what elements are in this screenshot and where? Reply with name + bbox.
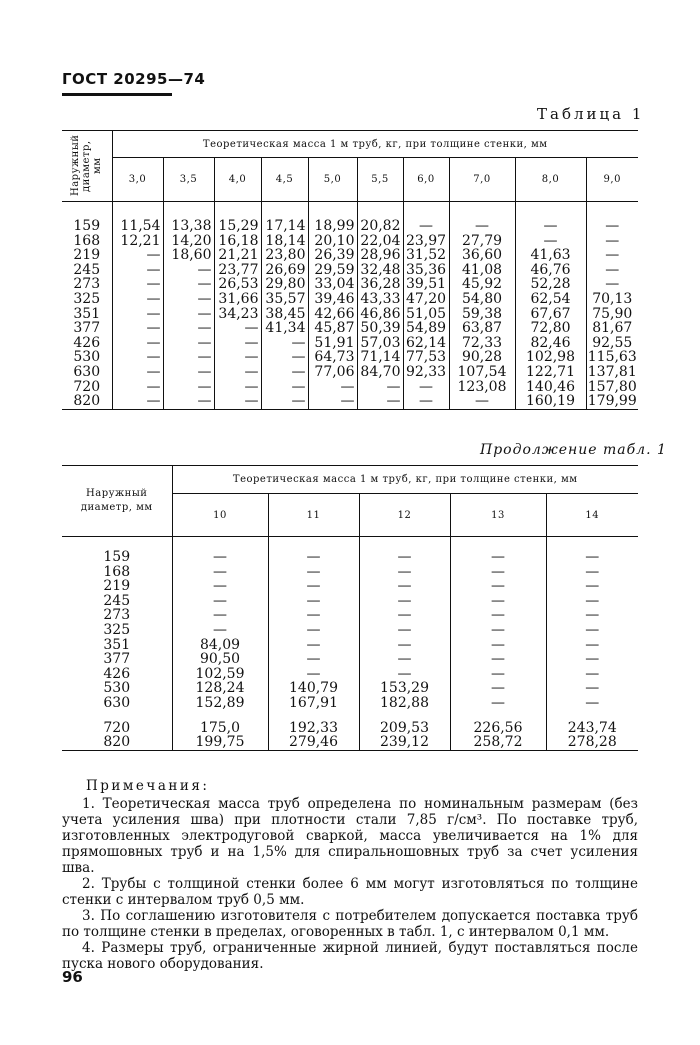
table-cell: 199,75	[195, 734, 245, 751]
t1-th-5: 5,5	[357, 158, 403, 202]
table-cell: 137,81	[587, 363, 637, 380]
table-cell: 77,06	[314, 363, 355, 380]
table-cell: 128,24	[195, 680, 245, 697]
table-cell: —	[419, 378, 433, 395]
table-cell: 530	[73, 349, 101, 366]
table-cell: 159	[73, 218, 101, 234]
table-cell: 23,97	[405, 232, 447, 249]
t1-th-2: 4,0	[214, 158, 261, 202]
table-cell: 39,51	[405, 276, 447, 293]
t2-col-3	[451, 550, 546, 750]
table-cell: —	[291, 334, 306, 351]
table-cell: 64,73	[314, 349, 355, 366]
table-cell: 51,91	[314, 334, 355, 351]
table-cell: —	[146, 290, 161, 307]
table-cell: —	[306, 665, 321, 682]
table-cell: 51,05	[405, 305, 447, 322]
table-cell: 41,63	[530, 247, 571, 264]
table-cell: —	[585, 592, 600, 609]
table-cell: 35,57	[265, 290, 306, 307]
table-cell: 168	[103, 563, 131, 580]
table-cell: 160,19	[526, 393, 575, 410]
table-cell: 77,53	[405, 349, 447, 366]
page-number: 96	[62, 968, 83, 986]
table-cell: —	[197, 378, 212, 395]
table-cell: 34,23	[218, 305, 259, 322]
t1-col-1	[164, 219, 214, 409]
table-cell: —	[491, 636, 505, 653]
table-cell: 219	[103, 578, 131, 595]
table-cell: 245	[73, 261, 101, 278]
t2-col-1	[269, 550, 359, 750]
table1	[62, 130, 638, 410]
t2-th-3: 13	[450, 494, 546, 537]
table-cell: 17,14	[265, 218, 306, 234]
table-cell: 36,60	[461, 247, 503, 264]
table1-thickness-row	[62, 158, 638, 202]
table-cell: 84,09	[199, 636, 241, 653]
table-cell: 46,76	[530, 261, 571, 278]
table-cell: —	[213, 549, 227, 565]
table-cell: 90,50	[199, 651, 241, 668]
table-cell: —	[306, 607, 321, 624]
table-cell: 351	[103, 636, 131, 653]
table-cell: —	[585, 621, 600, 638]
table-cell: 75,90	[592, 305, 633, 322]
table-cell: —	[306, 549, 321, 565]
table-cell: 16,18	[218, 232, 259, 249]
note-3: 3. По соглашению изготовителя с потребителем допускается поставка труб по толщине стенки в пределах, оговоренных в табл. 1, с интервалом 0,1 мм.	[62, 908, 638, 940]
table-cell: 325	[73, 290, 101, 307]
table-cell: —	[605, 218, 620, 234]
t1-th-1: 3,5	[163, 158, 214, 202]
table-cell: —	[306, 578, 321, 595]
table-cell: 179,99	[587, 393, 637, 410]
table-cell: —	[386, 393, 401, 410]
table-cell: —	[585, 563, 600, 580]
table-cell: —	[605, 261, 620, 278]
table-cell: 18,14	[265, 232, 306, 249]
table-cell: —	[491, 549, 505, 565]
note-1: 1. Теоретическая масса труб определена по номинальным размерам (без учета усиления шва) при плотности стали 7,85 г/см³. По поставке труб, изготовленных электродуговой сваркой, масса увеличивается на 1% для прямошовных труб и на 1,5% для спиральношовных труб за счет усиления шва.	[62, 796, 638, 876]
table-cell: —	[585, 578, 600, 595]
table-cell: 39,46	[314, 290, 355, 307]
table-cell: —	[491, 694, 505, 711]
table-cell: 35,36	[405, 261, 447, 278]
table-cell: 70,13	[592, 290, 633, 307]
table-cell: —	[244, 363, 259, 380]
table-cell: 54,89	[405, 320, 447, 337]
table-cell: —	[213, 592, 227, 609]
table-cell: —	[491, 680, 505, 697]
table-cell: —	[491, 621, 505, 638]
table-cell: —	[491, 651, 505, 668]
t1-th-6: 6,0	[403, 158, 449, 202]
table-cell: 41,08	[461, 261, 503, 278]
t1-th-7: 7,0	[449, 158, 515, 202]
table-cell: —	[419, 393, 433, 410]
table-cell: 219	[73, 247, 101, 264]
table-cell: 42,66	[314, 305, 355, 322]
table1-caption: Таблица 1	[537, 105, 645, 123]
table-cell: 21,21	[218, 247, 259, 264]
table-cell: 32,48	[360, 261, 401, 278]
table-cell: 71,14	[360, 349, 401, 366]
table-cell: —	[475, 393, 489, 410]
table-cell: —	[197, 393, 212, 410]
table-cell: 175,0	[199, 719, 241, 736]
table-cell: 43,33	[360, 290, 401, 307]
table-cell: 239,12	[380, 734, 429, 751]
table-cell: 62,54	[530, 290, 571, 307]
table-cell: —	[306, 563, 321, 580]
table-cell: 84,70	[360, 363, 401, 380]
table-cell: —	[543, 218, 558, 234]
table-cell: 36,28	[360, 276, 401, 293]
table-cell: —	[397, 665, 412, 682]
table-cell: 18,60	[171, 247, 212, 264]
t2-th-2: 12	[359, 494, 450, 537]
t2-col-0	[173, 550, 268, 750]
table-cell: 140,79	[289, 680, 338, 697]
table-cell: 92,33	[405, 363, 447, 380]
table-cell: 15,29	[218, 218, 259, 234]
t2-col-diameter	[62, 550, 172, 750]
t1-th-9: 9,0	[586, 158, 638, 202]
table-cell: —	[146, 320, 161, 337]
table-cell: 279,46	[289, 734, 338, 751]
table-cell: 152,89	[195, 694, 245, 711]
table-cell: 72,33	[461, 334, 503, 351]
table-cell: —	[291, 363, 306, 380]
t1-col-7	[450, 219, 515, 409]
table-cell: 72,80	[530, 320, 571, 337]
table-cell: —	[197, 363, 212, 380]
table-cell: 82,46	[530, 334, 571, 351]
table-cell: —	[491, 578, 505, 595]
table-cell: 123,08	[457, 378, 507, 395]
table-cell: 11,54	[120, 218, 161, 234]
table-cell: —	[306, 621, 321, 638]
table-cell: 50,39	[360, 320, 401, 337]
table-cell: —	[475, 218, 489, 234]
table-cell: 57,03	[360, 334, 401, 351]
table-cell: —	[585, 636, 600, 653]
table-cell: 92,55	[592, 334, 633, 351]
table-cell: 102,59	[195, 665, 245, 682]
table-cell: 107,54	[457, 363, 507, 380]
table-cell: 20,82	[360, 218, 401, 234]
table-cell: —	[197, 290, 212, 307]
table-cell: —	[213, 621, 227, 638]
table-cell: 23,77	[218, 261, 259, 278]
table-cell: —	[585, 694, 600, 711]
table-cell: —	[491, 607, 505, 624]
table-cell: 31,52	[405, 247, 447, 264]
table-cell: —	[491, 563, 505, 580]
table-cell: 630	[103, 694, 131, 711]
table-cell: 29,59	[314, 261, 355, 278]
table-cell: 720	[103, 719, 131, 736]
table-cell: —	[306, 636, 321, 653]
table-cell: —	[146, 378, 161, 395]
t2-th-4: 14	[546, 494, 638, 537]
table-cell: 820	[103, 734, 131, 751]
table-cell: —	[543, 232, 558, 249]
table-cell: —	[197, 320, 212, 337]
table-cell: 102,98	[526, 349, 575, 366]
t1-th-4: 5,0	[308, 158, 357, 202]
table-cell: —	[146, 247, 161, 264]
table-cell: 54,80	[461, 290, 503, 307]
table-cell: 209,53	[380, 719, 429, 736]
table-cell: —	[291, 393, 306, 410]
t1-col-6	[404, 219, 449, 409]
t1-col-3	[262, 219, 308, 409]
table-cell: 63,87	[461, 320, 503, 337]
table2-caption: Продолжение табл. 1	[480, 442, 667, 458]
table-cell: 67,67	[530, 305, 571, 322]
table-cell: 258,72	[473, 734, 523, 751]
t1-th-8: 8,0	[515, 158, 586, 202]
table-cell: 26,53	[218, 276, 259, 293]
table-cell: —	[197, 349, 212, 366]
table-cell: 28,96	[360, 247, 401, 264]
table-cell: —	[340, 378, 355, 395]
table-cell: —	[291, 349, 306, 366]
table-cell: —	[146, 276, 161, 293]
standard-header: ГОСТ 20295—74	[62, 70, 206, 88]
table-cell: —	[146, 334, 161, 351]
table-cell: 12,21	[120, 232, 161, 249]
t1-th-3: 4,5	[261, 158, 308, 202]
table-cell: —	[397, 636, 412, 653]
table-cell: —	[340, 393, 355, 410]
table-cell: —	[244, 378, 259, 395]
table-cell: 26,39	[314, 247, 355, 264]
table-cell: 720	[73, 378, 101, 395]
table-cell: 33,04	[314, 276, 355, 293]
t1-col-9	[587, 219, 639, 409]
notes-title: Примечания:	[86, 778, 210, 794]
table-cell: 377	[73, 320, 101, 337]
t1-col-2	[215, 219, 261, 409]
table-cell: —	[146, 363, 161, 380]
table-cell: 140,46	[526, 378, 575, 395]
table-cell: —	[585, 665, 600, 682]
table-cell: —	[244, 334, 259, 351]
table-cell: —	[306, 651, 321, 668]
table-cell: 26,69	[265, 261, 306, 278]
note-2: 2. Трубы с толщиной стенки более 6 мм могут изготовляться по толщине стенки с интервалом труб 0,5 мм.	[62, 876, 638, 908]
table-cell: 630	[73, 363, 101, 380]
t1-col-8	[516, 219, 586, 409]
table-cell: —	[397, 607, 412, 624]
table-cell: —	[491, 592, 505, 609]
table-cell: —	[605, 276, 620, 293]
notes	[62, 778, 638, 972]
table-cell: —	[397, 651, 412, 668]
table-cell: 325	[103, 621, 131, 638]
table-cell: —	[244, 320, 259, 337]
table-cell: 45,92	[461, 276, 503, 293]
table-cell: 122,71	[526, 363, 575, 380]
t1-col-5	[358, 219, 403, 409]
table-cell: 351	[73, 305, 101, 322]
table-cell: 182,88	[380, 694, 429, 711]
table-cell: 278,28	[567, 734, 617, 751]
table-cell: —	[197, 305, 212, 322]
table-cell: —	[386, 378, 401, 395]
table-cell: 115,63	[587, 349, 637, 366]
table-cell: 157,80	[587, 378, 637, 395]
table-cell: —	[213, 578, 227, 595]
table1-group-header: Теоретическая масса 1 м труб, кг, при толщине стенки, мм	[112, 131, 638, 158]
table-cell: —	[244, 393, 259, 410]
table-cell: —	[585, 680, 600, 697]
table-cell: —	[605, 232, 620, 249]
table-cell: —	[306, 592, 321, 609]
t2-col-2	[360, 550, 450, 750]
table-cell: 377	[103, 651, 131, 668]
table-cell: 41,34	[265, 320, 306, 337]
table-cell: 22,04	[360, 232, 401, 249]
table-cell: —	[585, 607, 600, 624]
table-cell: 38,45	[265, 305, 306, 322]
table-cell: —	[585, 651, 600, 668]
table-cell: —	[197, 261, 212, 278]
table-cell: 426	[73, 334, 101, 351]
table-cell: 45,87	[314, 320, 355, 337]
table-cell: 192,33	[289, 719, 338, 736]
table-cell: 46,86	[360, 305, 401, 322]
table-cell: —	[146, 393, 161, 410]
table-cell: 13,38	[171, 218, 212, 234]
t2-th-1: 11	[268, 494, 359, 537]
note-4: 4. Размеры труб, ограниченные жирной линией, будут поставляться после пуска нового оборудования.	[62, 940, 638, 972]
table-cell: 245	[103, 592, 131, 609]
table-cell: 18,99	[314, 218, 355, 234]
t1-col-diameter	[62, 219, 112, 409]
t1-col-0	[113, 219, 163, 409]
table-cell: —	[397, 549, 412, 565]
table-cell: 29,80	[265, 276, 306, 293]
t2-col-4	[547, 550, 639, 750]
t1-th-0: 3,0	[112, 158, 163, 202]
table-cell: 426	[103, 665, 131, 682]
table-cell: —	[213, 607, 227, 624]
table-cell: 14,20	[171, 232, 212, 249]
table2	[62, 465, 638, 751]
table-cell: 62,14	[405, 334, 447, 351]
table-cell: 52,28	[530, 276, 571, 293]
t1-col-4	[309, 219, 357, 409]
t2-th-0: 10	[172, 494, 268, 537]
table-cell: —	[397, 592, 412, 609]
table-cell: 81,67	[592, 320, 633, 337]
table1-row-header: Наружный диаметр, мм	[70, 134, 104, 196]
table-cell: —	[197, 276, 212, 293]
table-cell: —	[397, 563, 412, 580]
table-cell: 159	[103, 549, 131, 565]
table-cell: —	[291, 378, 306, 395]
table-cell: —	[605, 247, 620, 264]
table-cell: —	[491, 665, 505, 682]
table-cell: 167,91	[289, 694, 338, 711]
table-cell: 243,74	[567, 719, 617, 736]
table-cell: 27,79	[461, 232, 503, 249]
table-cell: 168	[73, 232, 101, 249]
table-cell: —	[397, 578, 412, 595]
table-cell: —	[397, 621, 412, 638]
table-cell: —	[213, 563, 227, 580]
table-cell: 90,28	[461, 349, 503, 366]
table-cell: —	[146, 305, 161, 322]
table-cell: —	[146, 261, 161, 278]
table2-row-header: Наружный диаметр, мм	[62, 466, 172, 537]
table-cell: 23,80	[265, 247, 306, 264]
table-cell: 20,10	[314, 232, 355, 249]
table-cell: 59,38	[461, 305, 503, 322]
header-rule	[62, 93, 172, 96]
table-cell: —	[197, 334, 212, 351]
table-cell: —	[146, 349, 161, 366]
table-cell: 820	[73, 393, 101, 410]
table-cell: 273	[73, 276, 101, 293]
table2-group-header: Теоретическая масса 1 м труб, кг, при толщине стенки, мм	[172, 466, 638, 494]
table-cell: 273	[103, 607, 131, 624]
table-cell: 530	[103, 680, 131, 697]
table-cell: 153,29	[380, 680, 429, 697]
table-cell: 226,56	[473, 719, 523, 736]
table-cell: —	[419, 218, 433, 234]
table-cell: —	[244, 349, 259, 366]
table-cell: 31,66	[218, 290, 259, 307]
table-cell: 47,20	[405, 290, 447, 307]
table-cell: —	[585, 549, 600, 565]
